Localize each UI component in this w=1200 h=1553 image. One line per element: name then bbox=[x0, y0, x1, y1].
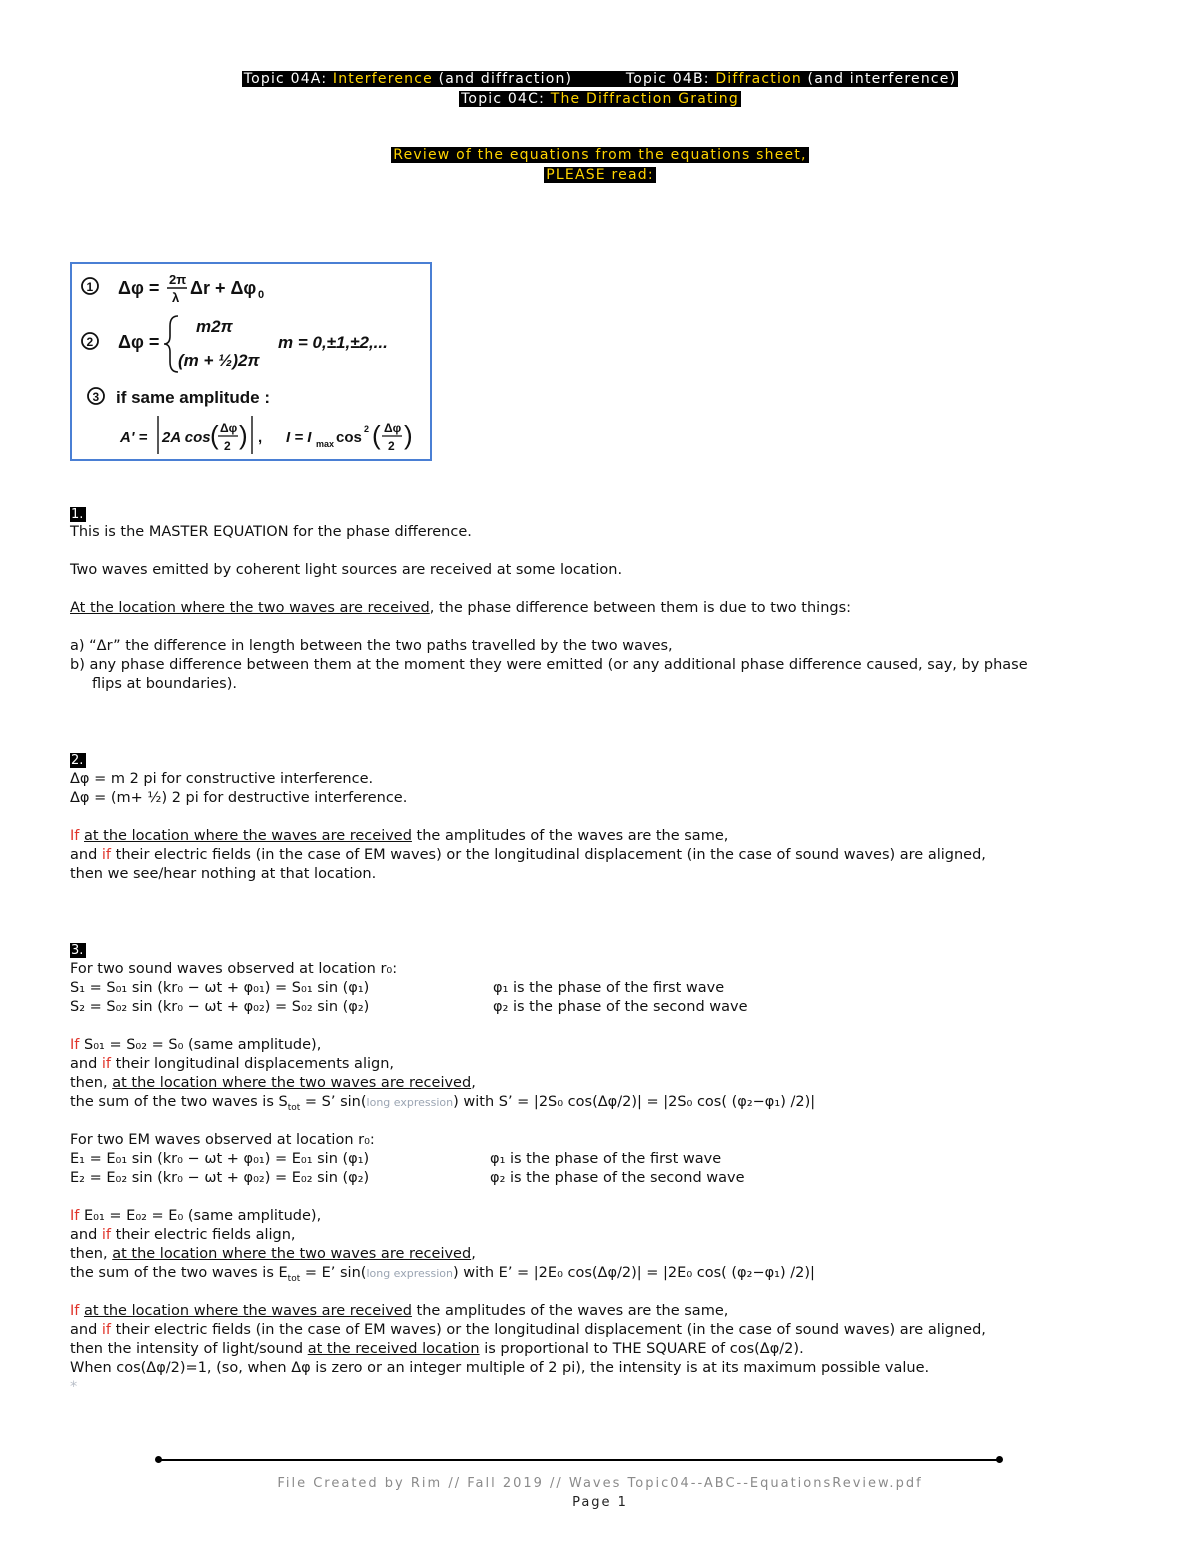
svg-text:m = 0,±1,±2,...: m = 0,±1,±2,... bbox=[278, 333, 388, 352]
star-marker: * bbox=[70, 1379, 78, 1395]
topic-b-tag: Topic 04B: Diffraction (and interference) bbox=[625, 71, 957, 87]
section-1-item-b: b) any phase difference between them at the moment they were emitted (or any additional phase difference caused, say, by phase bbox=[70, 657, 1028, 673]
svg-text:2π: 2π bbox=[169, 272, 187, 287]
svg-text:A' =: A' = bbox=[120, 429, 148, 446]
svg-text:Δφ: Δφ bbox=[220, 421, 238, 435]
section-3-number: 3. bbox=[70, 941, 86, 960]
final-line-2: and if their electric fields (in the case of EM waves) or the longitudinal displacement (in the case of sound waves) are aligned, bbox=[70, 1322, 986, 1338]
svg-text:,: , bbox=[258, 429, 263, 446]
section-1-line-2: Two waves emitted by coherent light sources are received at some location. bbox=[70, 562, 623, 578]
em-wave-2: E₂ = E₀₂ sin (kr₀ − ωt + φ₀₂) = E₀₂ sin (φ₂) bbox=[70, 1170, 370, 1186]
final-line-3: then the intensity of light/sound at the received location is proportional to THE SQUARE of cos(Δφ/2). bbox=[70, 1341, 804, 1357]
sound-phase-2-note: φ₂ is the phase of the second wave bbox=[493, 999, 748, 1015]
em-sum: the sum of the two waves is $E_{tot} = E$’ sin(long expression) with E’ = |2E₀ cos(Δφ/2)| = |2E₀ cos( (φ₂−φ₁) /2)| bbox=[70, 1265, 815, 1284]
svg-text:max: max bbox=[316, 439, 335, 449]
svg-text:if same amplitude :: if same amplitude : bbox=[116, 388, 270, 407]
section-1-line-1: This is the MASTER EQUATION for the phase difference. bbox=[70, 524, 472, 540]
svg-text:Δφ: Δφ bbox=[384, 421, 402, 435]
svg-text:0: 0 bbox=[258, 289, 265, 301]
section-2-line-3: If at the location where the waves are received the amplitudes of the waves are the same, bbox=[70, 828, 729, 844]
svg-text:λ: λ bbox=[172, 290, 180, 305]
section-2-line-5: then we see/hear nothing at that location. bbox=[70, 866, 377, 882]
svg-text:3: 3 bbox=[92, 390, 100, 404]
header-spacer bbox=[574, 71, 624, 87]
final-line-1: If at the location where the waves are received the amplitudes of the waves are the same, bbox=[70, 1303, 729, 1319]
topic-header-c bbox=[0, 90, 1200, 109]
svg-text:Δr + Δφ: Δr + Δφ bbox=[190, 278, 257, 298]
section-2-number: 2. bbox=[70, 751, 86, 770]
svg-text:2: 2 bbox=[224, 439, 231, 453]
sound-same-amplitude: If S₀₁ = S₀₂ = S₀ (same amplitude), bbox=[70, 1037, 322, 1053]
svg-text:2: 2 bbox=[388, 439, 395, 453]
review-heading: Review of the equations from the equations sheet, bbox=[393, 147, 807, 163]
page-number: Page 1 bbox=[572, 1495, 628, 1510]
section-2-line-2: Δφ = (m+ ½) 2 pi for destructive interference. bbox=[70, 790, 408, 806]
section-1-line-3: At the location where the two waves are received, the phase difference between them is due to two things: bbox=[70, 600, 852, 616]
svg-text:2A cos: 2A cos bbox=[162, 429, 211, 446]
svg-text:Δφ =: Δφ = bbox=[118, 332, 160, 352]
em-then: then, at the location where the two waves are received, bbox=[70, 1246, 476, 1262]
svg-text:(: ( bbox=[210, 420, 219, 450]
svg-text:2: 2 bbox=[364, 424, 370, 434]
svg-text:m2π: m2π bbox=[196, 317, 233, 336]
em-phase-2-note: φ₂ is the phase of the second wave bbox=[490, 1170, 745, 1186]
svg-text:(m + ½)2π: (m + ½)2π bbox=[178, 351, 260, 370]
equation-1 bbox=[82, 272, 264, 305]
equation-3 bbox=[88, 388, 413, 454]
sound-wave-1: S₁ = S₀₁ sin (kr₀ − ωt + φ₀₁) = S₀₁ sin (φ₁) bbox=[70, 980, 370, 996]
topic-a-tag: Topic 04A: Interference (and diffraction) bbox=[243, 71, 573, 87]
svg-text:): ) bbox=[404, 420, 413, 450]
final-line-4: When cos(Δφ/2)=1, (so, when Δφ is zero or an integer multiple of 2 pi), the intensity is at its maximum possible value. bbox=[70, 1360, 930, 1376]
section-2-line-1: Δφ = m 2 pi for constructive interference. bbox=[70, 771, 374, 787]
sound-then: then, at the location where the two waves are received, bbox=[70, 1075, 476, 1091]
section-1-item-a: a) “Δr” the difference in length between the two paths travelled by the two waves, bbox=[70, 638, 673, 654]
svg-text:): ) bbox=[239, 420, 248, 450]
em-wave-1: E₁ = E₀₁ sin (kr₀ − ωt + φ₀₁) = E₀₁ sin (φ₁) bbox=[70, 1151, 370, 1167]
svg-text:Δφ =: Δφ = bbox=[118, 278, 160, 298]
sound-sum: the sum of the two waves is $S_{tot} = S$’ sin(long expression) with S’ = |2S₀ cos(Δφ/2)| = |2S₀ cos( (φ₂−φ₁) /2)| bbox=[70, 1094, 816, 1113]
sound-phase-1-note: φ₁ is the phase of the first wave bbox=[493, 980, 725, 996]
please-read-heading: PLEASE read: bbox=[546, 167, 654, 183]
svg-text:I = I: I = I bbox=[286, 429, 312, 446]
sound-align: and if their longitudinal displacements align, bbox=[70, 1056, 395, 1072]
equation-2 bbox=[82, 316, 388, 372]
sound-intro: For two sound waves observed at location r₀: bbox=[70, 961, 398, 977]
svg-text:1: 1 bbox=[86, 280, 94, 294]
svg-text:(: ( bbox=[372, 420, 381, 450]
em-intro: For two EM waves observed at location r₀: bbox=[70, 1132, 375, 1148]
topic-c-tag: Topic 04C: The Diffraction Grating bbox=[461, 91, 739, 107]
em-phase-1-note: φ₁ is the phase of the first wave bbox=[490, 1151, 722, 1167]
topic-header-ab bbox=[0, 70, 1200, 89]
svg-text:2: 2 bbox=[86, 335, 94, 349]
svg-text:cos: cos bbox=[336, 429, 362, 446]
sound-wave-2: S₂ = S₀₂ sin (kr₀ − ωt + φ₀₂) = S₀₂ sin (φ₂) bbox=[70, 999, 370, 1015]
section-2-line-4: and if their electric fields (in the case of EM waves) or the longitudinal displacement (in the case of sound waves) are aligned, bbox=[70, 847, 986, 863]
em-align: and if their electric fields align, bbox=[70, 1227, 296, 1243]
footer-credit: File Created by Rim // Fall 2019 // Waves Topic04--ABC--EquationsReview.pdf bbox=[277, 1476, 923, 1491]
section-1-item-b-cont: flips at boundaries). bbox=[92, 676, 237, 692]
footer-rule-right-dot bbox=[996, 1456, 1003, 1463]
em-same-amplitude: If E₀₁ = E₀₂ = E₀ (same amplitude), bbox=[70, 1208, 322, 1224]
equations-box bbox=[70, 262, 432, 461]
section-1-number: 1. bbox=[70, 505, 86, 524]
footer-rule bbox=[158, 1459, 1000, 1461]
